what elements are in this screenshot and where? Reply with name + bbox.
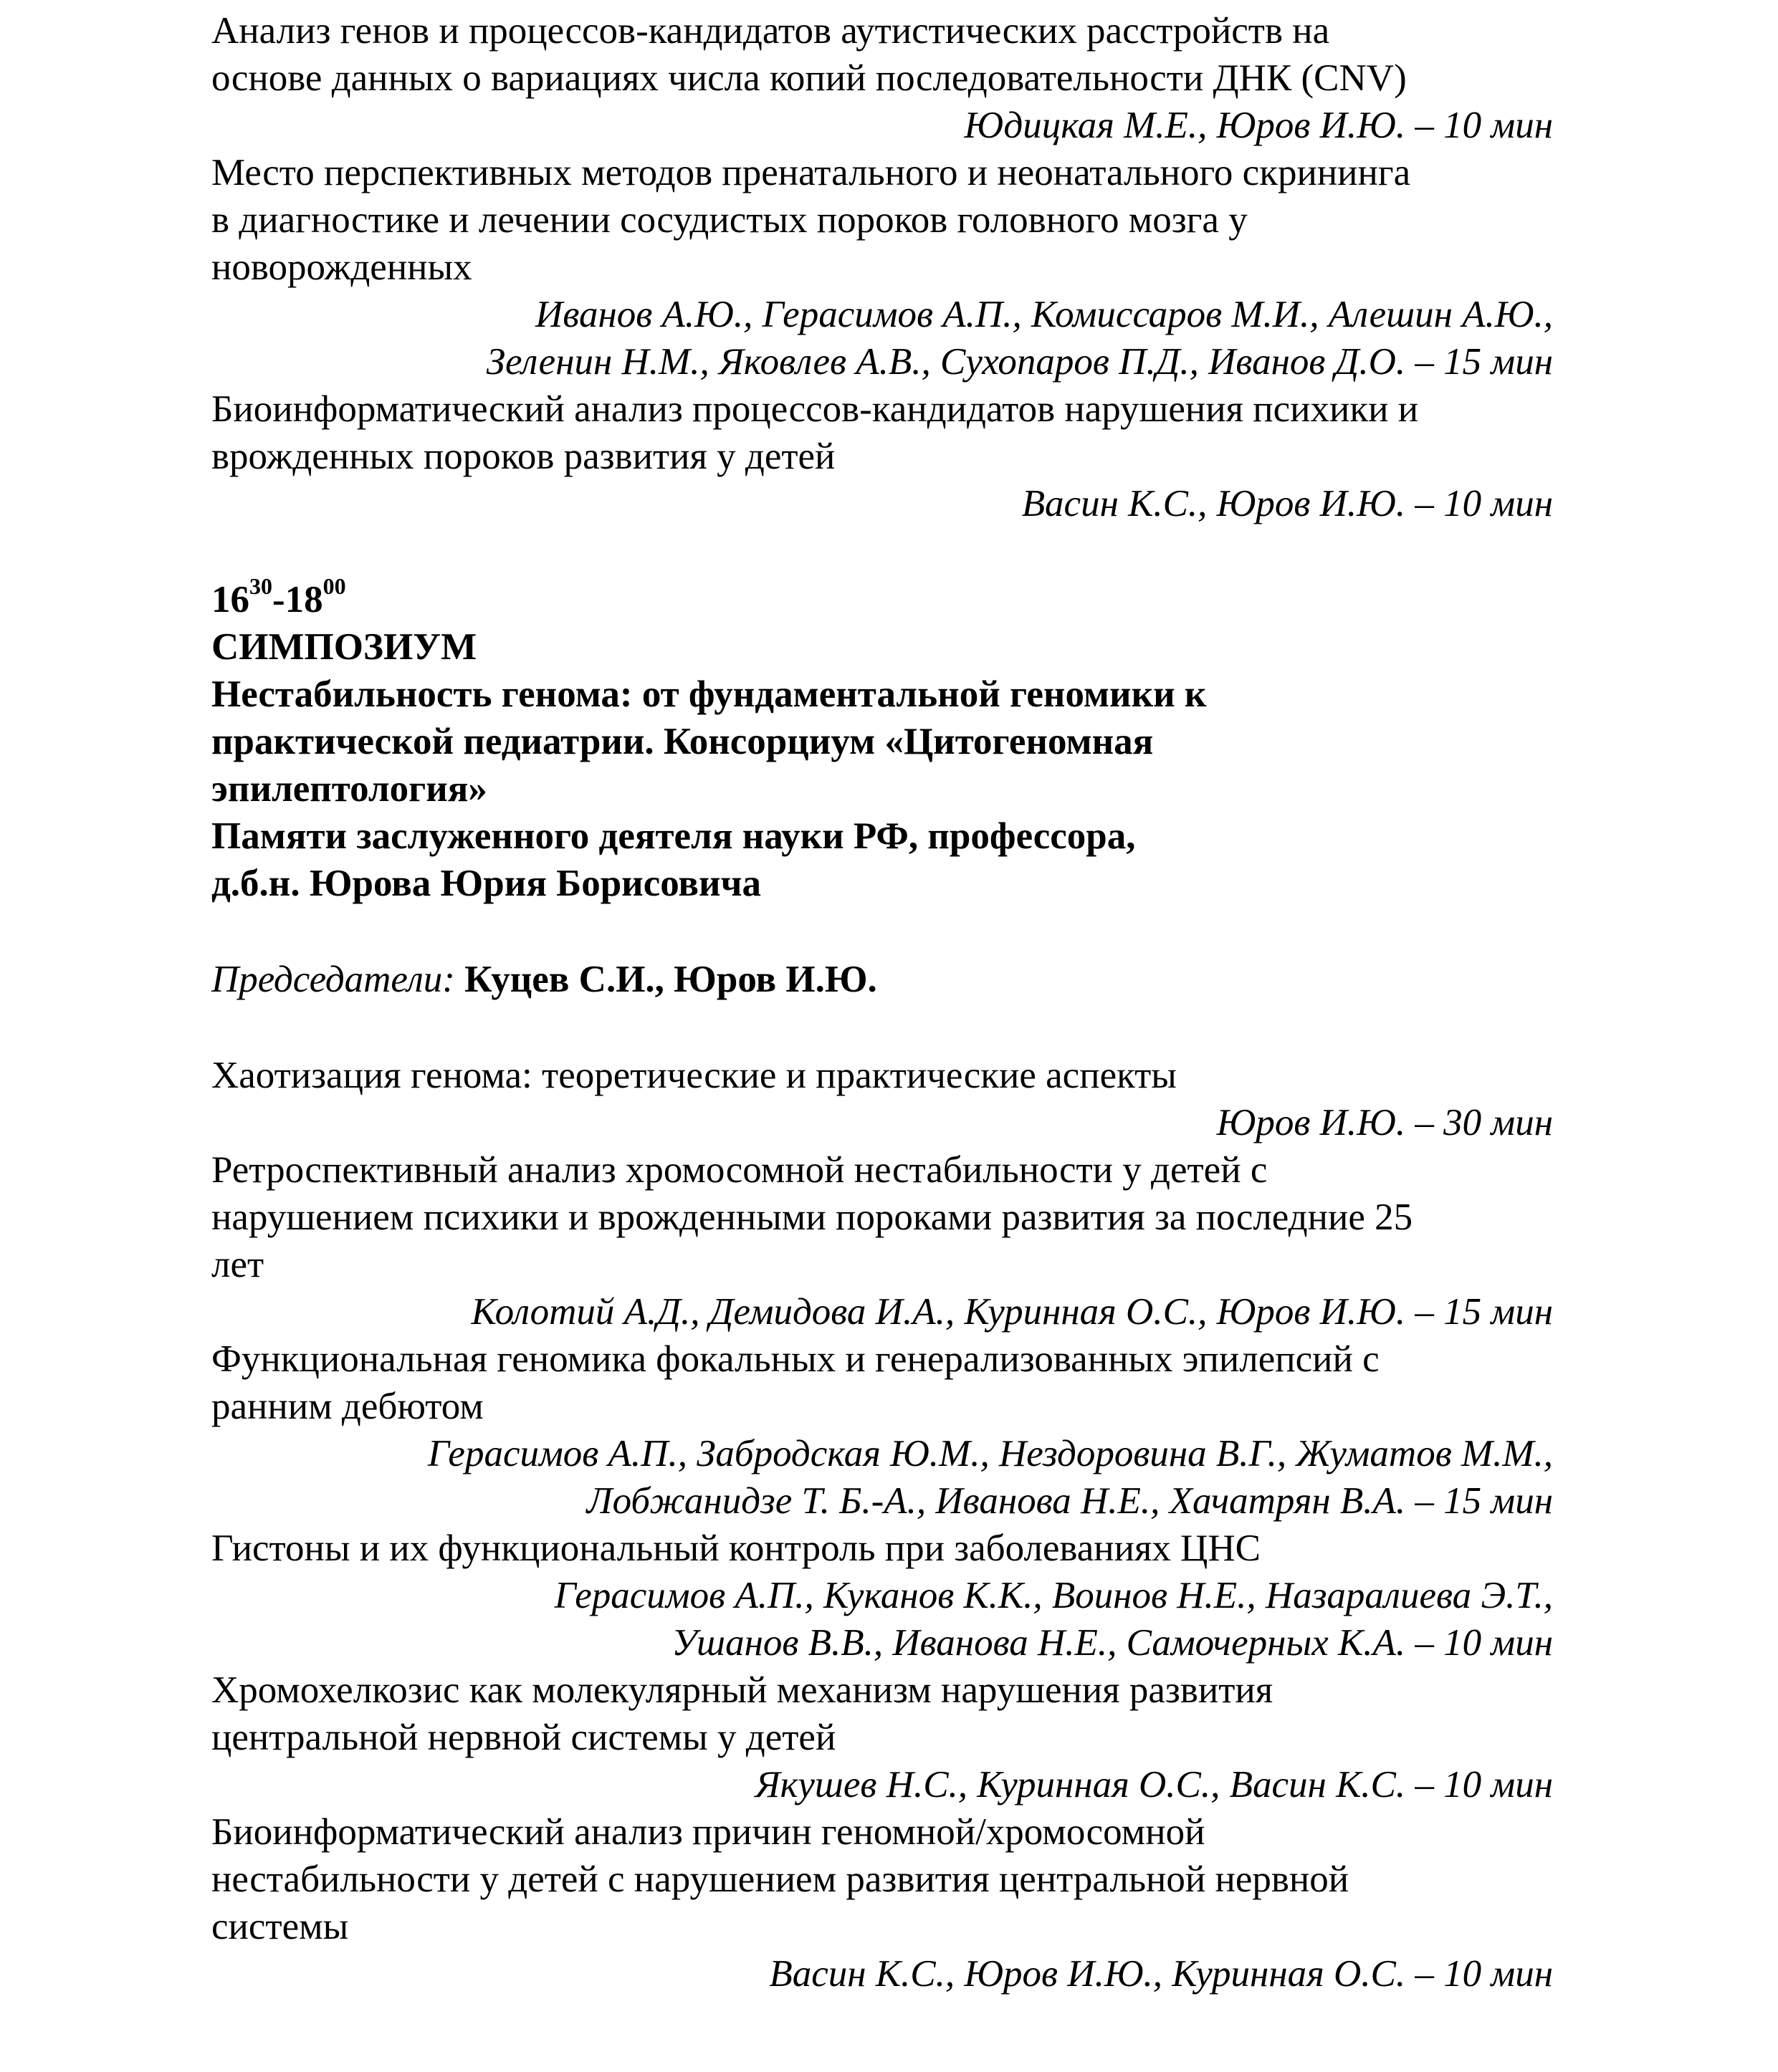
talk-title: центральной нервной системы у детей [211, 1717, 836, 1758]
talk-authors: Васин К.С., Юров И.Ю. – 10 мин [1021, 483, 1553, 524]
talk-title: Место перспективных методов пренатального и неонатального скрининга [211, 152, 1411, 193]
talk-title: нарушением психики и врожденными пороками развития за последние 25 [211, 1196, 1413, 1238]
talk-title: ранним дебютом [211, 1386, 484, 1427]
chairs-names: Куцев С.И., Юров И.Ю. [464, 959, 877, 1000]
time-end-hour: 18 [285, 579, 323, 620]
time-start-hour: 16 [211, 579, 249, 620]
talk-authors: Юдицкая М.Е., Юров И.Ю. – 10 мин [964, 105, 1553, 146]
session-dedication: д.б.н. Юрова Юрия Борисовича [211, 863, 761, 904]
talk-title: основе данных о вариациях числа копий последовательности ДНК (CNV) [211, 57, 1407, 99]
talk-authors: Зеленин Н.М., Яковлев А.В., Сухопаров П.Д., Иванов Д.О. – 15 мин [486, 341, 1553, 383]
time-start-min: 30 [249, 573, 272, 600]
talk-title: Биоинформатический анализ причин геномной/хромосомной [211, 1811, 1205, 1853]
time-separator: - [272, 579, 285, 620]
time-end-min: 00 [322, 573, 346, 600]
talk-title: Анализ генов и процессов-кандидатов аутистических расстройств на [211, 10, 1330, 52]
talk-title: Биоинформатический анализ процессов-кандидатов нарушения психики и [211, 388, 1419, 430]
chairs-label: Председатели: [211, 959, 455, 1000]
talk-title: в диагностике и лечении сосудистых пороков головного мозга у [211, 199, 1248, 241]
talk-title: системы [211, 1906, 349, 1947]
talk-authors: Иванов А.Ю., Герасимов А.П., Комиссаров М.И., Алешин А.Ю., [535, 294, 1553, 335]
session-title: Нестабильность генома: от фундаментальной геномики к [211, 673, 1207, 715]
talk-authors: Ушанов В.В., Иванова Н.Е., Самочерных К.А. – 10 мин [671, 1622, 1553, 1664]
talk-title: лет [211, 1244, 264, 1285]
talk-title: Гистоны и их функциональный контроль при заболеваниях ЦНС [211, 1527, 1261, 1569]
session-title: эпилептология» [211, 768, 487, 810]
talk-title: нестабильности у детей с нарушением развития центральной нервной [211, 1858, 1349, 1900]
talk-authors: Васин К.С., Юров И.Ю., Куринная О.С. – 10 мин [769, 1953, 1553, 1995]
talk-title: Хаотизация генома: теоретические и практические аспекты [211, 1055, 1177, 1096]
talk-title: Ретроспективный анализ хромосомной нестабильности у детей с [211, 1149, 1268, 1191]
talk-authors: Герасимов А.П., Куканов К.К., Воинов Н.Е., Назаралиева Э.Т., [554, 1575, 1553, 1616]
session-dedication: Памяти заслуженного деятеля науки РФ, профессора, [211, 815, 1136, 857]
talk-title: врожденных пороков развития у детей [211, 436, 836, 477]
session-type: СИМПОЗИУМ [211, 626, 477, 668]
session-chairs [211, 956, 1553, 1003]
session-time [211, 573, 1553, 623]
talk-authors: Лобжанидзе Т. Б.-А., Иванова Н.Е., Хачатрян В.А. – 15 мин [586, 1480, 1553, 1522]
talk-title: Функциональная геномика фокальных и генерализованных эпилепсий с [211, 1338, 1380, 1380]
talk-authors: Колотий А.Д., Демидова И.А., Куринная О.С., Юров И.Ю. – 15 мин [471, 1291, 1553, 1333]
talk-title: Хромохелкозис как молекулярный механизм нарушения развития [211, 1669, 1273, 1711]
talk-authors: Юров И.Ю. – 30 мин [1216, 1102, 1553, 1143]
talk-authors: Якушев Н.С., Куринная О.С., Васин К.С. – 10 мин [755, 1764, 1553, 1805]
session-title: практической педиатрии. Консорциум «Цитогеномная [211, 721, 1154, 762]
talk-authors: Герасимов А.П., Забродская Ю.М., Нездоровина В.Г., Жуматов М.М., [427, 1433, 1553, 1474]
talk-title: новорожденных [211, 246, 472, 288]
